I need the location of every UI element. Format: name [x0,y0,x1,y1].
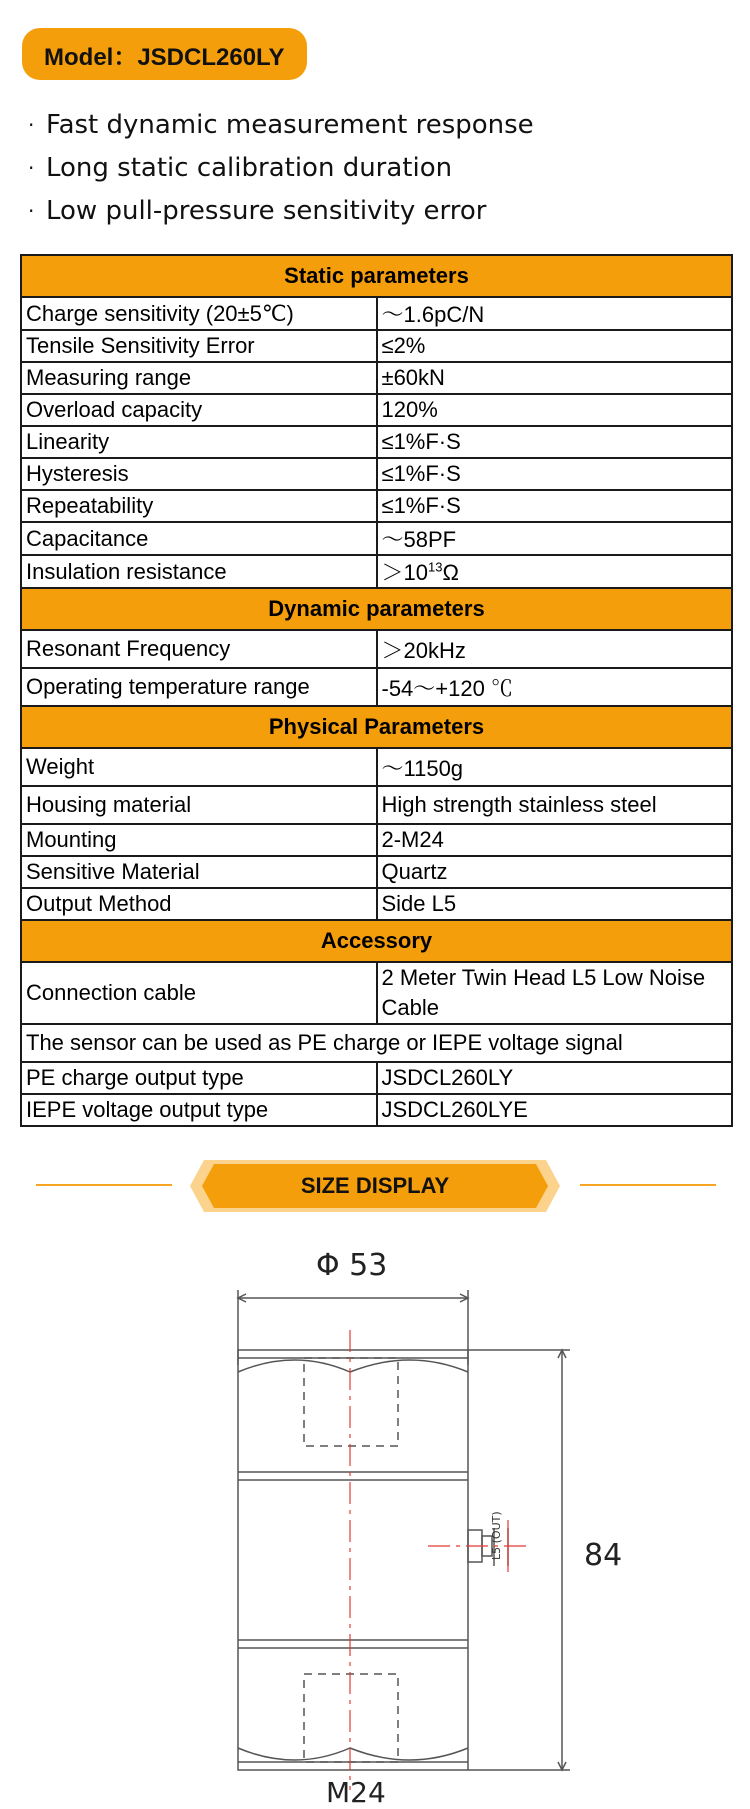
param-label: Capacitance [21,522,377,555]
table-row [21,1094,732,1126]
param-value: ≤1%F·S [377,426,733,458]
param-label: PE charge output type [21,1062,377,1094]
table-row [21,394,732,426]
diameter-label: Φ 53 [316,1248,388,1283]
param-value: Quartz [377,856,733,888]
feature-item [28,147,534,190]
param-label: Hysteresis [21,458,377,490]
sensor-drawing [0,1230,750,1800]
param-label: Housing material [21,786,377,824]
value-prefix: ＞10 [381,560,428,585]
output-label: L5 (OUT) [490,1511,503,1560]
table-row [21,856,732,888]
table-row [21,458,732,490]
param-value [377,555,733,588]
section-header-accessory [21,920,732,962]
table-row [21,630,732,668]
table-row [21,888,732,920]
section-title: Accessory [21,920,732,962]
size-display-title: SIZE DISPLAY [300,1173,450,1198]
param-value: JSDCL260LY [377,1062,733,1094]
section-title: Static parameters [21,255,732,297]
height-label: 84 [584,1538,623,1573]
table-row [21,362,732,394]
bullet-icon: · [28,156,35,180]
param-value: Side L5 [377,888,733,920]
table-row [21,824,732,856]
table-row [21,426,732,458]
table-row [21,962,732,1024]
param-label: Repeatability [21,490,377,522]
model-label: Model：JSDCL260LY [44,43,285,71]
feature-text: Low pull-pressure sensitivity error [46,196,487,226]
table-row [21,786,732,824]
param-label: Sensitive Material [21,856,377,888]
table-row [21,668,732,706]
feature-item [28,190,534,233]
param-label: Measuring range [21,362,377,394]
param-label: Tensile Sensitivity Error [21,330,377,362]
table-row [21,522,732,555]
param-label: Mounting [21,824,377,856]
table-row [21,330,732,362]
bullet-icon: · [28,199,35,223]
param-value: 2-M24 [377,824,733,856]
accessory-note: The sensor can be used as PE charge or IEPE voltage signal [21,1024,732,1062]
table-row [21,1062,732,1094]
divider-line-left [36,1184,172,1186]
model-badge [22,28,307,80]
param-value: ±60kN [377,362,733,394]
param-value: High strength stainless steel [377,786,733,824]
thread-label: M24 [326,1776,386,1809]
param-label: Insulation resistance [21,555,377,588]
spec-table [20,254,733,1127]
param-value: ～1150g [377,748,733,786]
param-label: Connection cable [21,962,377,1024]
size-display-banner [190,1160,560,1212]
param-label: Weight [21,748,377,786]
param-label: Overload capacity [21,394,377,426]
param-label: Linearity [21,426,377,458]
param-value: ～1.6pC/N [377,297,733,330]
table-row [21,748,732,786]
param-label: Resonant Frequency [21,630,377,668]
value-exponent: 13 [427,559,443,575]
divider-line-right [580,1184,716,1186]
value-unit: Ω [442,560,459,585]
param-label: Charge sensitivity (20±5℃) [21,297,377,330]
param-value: JSDCL260LYE [377,1094,733,1126]
param-value: ≤1%F·S [377,490,733,522]
param-label: Operating temperature range [21,668,377,706]
feature-list [28,104,534,233]
section-title: Physical Parameters [21,706,732,748]
param-value: 2 Meter Twin Head L5 Low Noise Cable [377,962,733,1024]
section-header-physical [21,706,732,748]
param-value: ＞20kHz [377,630,733,668]
table-row [21,297,732,330]
param-value: ～58PF [377,522,733,555]
table-row [21,555,732,588]
param-value: ≤1%F·S [377,458,733,490]
feature-text: Fast dynamic measurement response [46,110,534,140]
param-label: Output Method [21,888,377,920]
table-row [21,1024,732,1062]
param-label: IEPE voltage output type [21,1094,377,1126]
section-title: Dynamic parameters [21,588,732,630]
section-header-dynamic [21,588,732,630]
bullet-icon: · [28,113,35,137]
table-row [21,490,732,522]
param-value: 120% [377,394,733,426]
section-header-static [21,255,732,297]
feature-item [28,104,534,147]
feature-text: Long static calibration duration [46,153,453,183]
param-value: ≤2% [377,330,733,362]
param-value: -54～+120 ℃ [377,668,733,706]
